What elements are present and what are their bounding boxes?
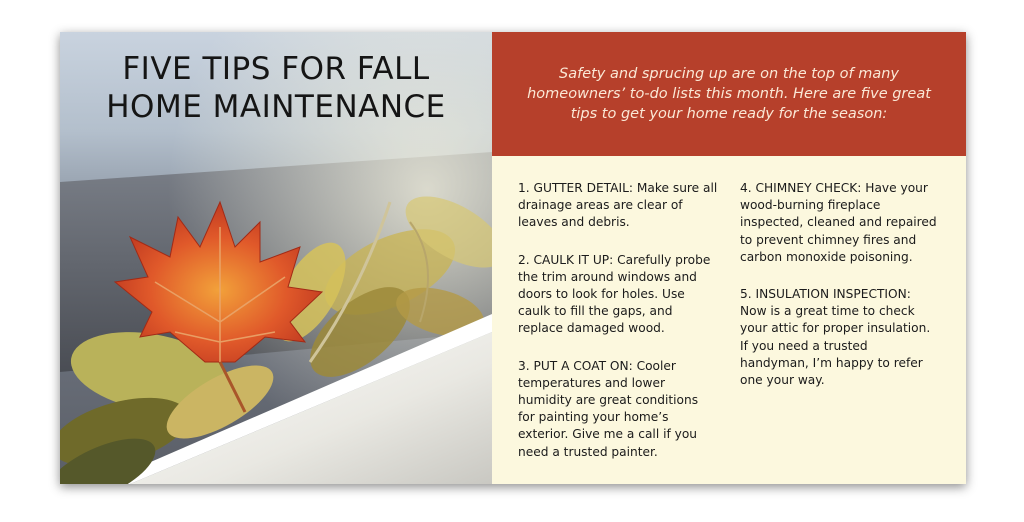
tip-title: 4. CHIMNEY CHECK: bbox=[740, 181, 862, 195]
title-line-2: HOME MAINTENANCE bbox=[106, 89, 446, 125]
flyer-card bbox=[60, 32, 966, 484]
fall-leaves-gutter-photo bbox=[60, 32, 492, 484]
tip-body: Now is a great time to check your attic for proper insulation. If you need a trusted handyman, I’m happy to refer one your way. bbox=[740, 304, 931, 388]
tip-title: 1. GUTTER DETAIL: bbox=[518, 181, 633, 195]
intro-text: Safety and sprucing up are on the top of many homeowners’ to-do lists this month. Here are five great tips to get your home ready for the season: bbox=[527, 66, 931, 122]
tip-caulk-it-up bbox=[518, 252, 718, 338]
tip-insulation-inspection bbox=[740, 286, 940, 389]
tip-chimney-check bbox=[740, 180, 940, 266]
title-line-1: FIVE TIPS FOR FALL bbox=[122, 51, 430, 87]
tip-gutter-detail bbox=[518, 180, 718, 232]
tip-body: Make sure all drainage areas are clear of leaves and debris. bbox=[518, 181, 718, 230]
tip-title: 3. PUT A COAT ON: bbox=[518, 358, 633, 373]
tips-panel bbox=[492, 156, 966, 484]
tip-title: 2. CAULK IT UP: bbox=[518, 252, 614, 267]
tip-put-a-coat-on bbox=[518, 358, 718, 461]
tip-body: Cooler temperatures and lower humidity are great conditions for painting your home’s exterior. Give me a call if you need a trusted painter. bbox=[518, 358, 699, 459]
page-title bbox=[60, 50, 492, 126]
intro-banner bbox=[492, 32, 966, 156]
tip-body: Have your wood-burning fireplace inspected, cleaned and repaired to prevent chimney fires and carbon monoxide poisoning. bbox=[740, 181, 937, 264]
tip-title: 5. INSULATION INSPECTION: bbox=[740, 287, 911, 302]
tip-body: Carefully probe the trim around windows and doors to look for holes. Use caulk to fill the gaps, and replace damaged wood. bbox=[518, 252, 711, 336]
tips-column-right bbox=[740, 180, 940, 409]
tips-column-left bbox=[518, 180, 718, 481]
